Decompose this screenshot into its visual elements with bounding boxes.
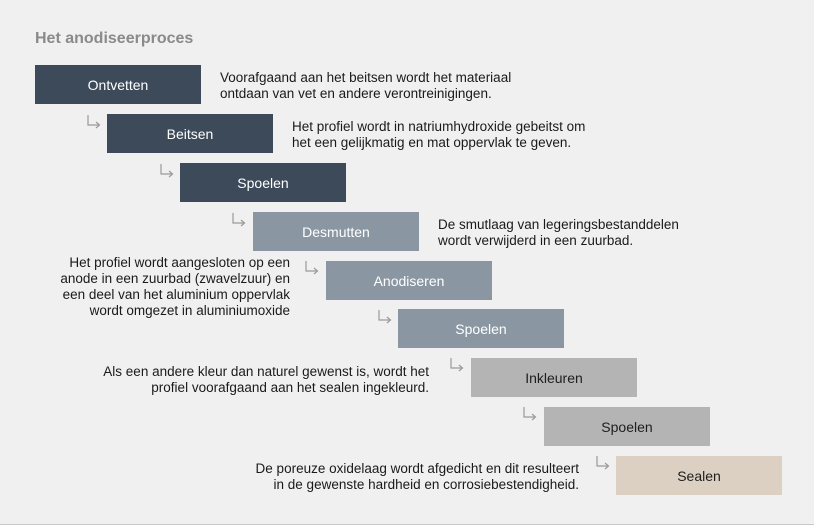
- step-label: Desmutten: [302, 223, 370, 240]
- connector-arrow-icon: [231, 212, 247, 228]
- step-beitsen: [107, 114, 273, 153]
- step-label: Inkleuren: [525, 369, 583, 386]
- connector-arrow-icon: [377, 309, 393, 325]
- description-anodiseren: Het profiel wordt aangesloten op een anode in een zuurbad (zwavelzuur) en een deel van het aluminium oppervlak wordt omgezet in aluminiumoxide: [60, 255, 290, 318]
- connector-arrow-icon: [522, 406, 538, 422]
- connector-arrow-icon: [159, 163, 175, 179]
- connector-arrow-icon: [449, 357, 465, 373]
- step-spoelen-1: [180, 163, 346, 202]
- diagram-title: Het anodiseerproces: [35, 30, 194, 47]
- step-spoelen-2: [398, 309, 564, 348]
- step-label: Spoelen: [237, 174, 289, 191]
- step-ontvetten: [35, 65, 201, 104]
- step-label: Anodiseren: [373, 272, 445, 289]
- connector-arrow-icon: [86, 114, 102, 130]
- step-label: Ontvetten: [87, 76, 149, 93]
- description-desmutten: De smutlaag van legeringsbestanddelen wordt verwijderd in een zuurbad.: [438, 217, 679, 248]
- step-label: Sealen: [677, 467, 721, 484]
- step-label: Spoelen: [455, 320, 507, 337]
- description-inkleuren: Als een andere kleur dan naturel gewenst is, wordt het profiel voorafgaand aan het sealen ingekleurd.: [103, 364, 429, 395]
- connector-arrow-icon: [595, 455, 611, 471]
- step-anodiseren: [326, 261, 492, 300]
- connector-arrow-icon: [304, 260, 320, 276]
- step-inkleuren: [471, 358, 637, 397]
- description-ontvetten: Voorafgaand aan het beitsen wordt het materiaal ontdaan van vet en andere verontreinigingen.: [220, 70, 512, 101]
- description-sealen: De poreuze oxidelaag wordt afgedicht en dit resulteert in de gewenste hardheid en corrosiebestendigheid.: [255, 461, 579, 492]
- step-spoelen-3: [544, 407, 710, 446]
- step-label: Spoelen: [601, 418, 653, 435]
- step-sealen: [616, 456, 782, 495]
- step-desmutten: [253, 212, 419, 251]
- description-beitsen: Het profiel wordt in natriumhydroxide gebeitst om het een gelijkmatig en mat oppervlak te geven.: [292, 119, 586, 150]
- step-label: Beitsen: [166, 125, 214, 142]
